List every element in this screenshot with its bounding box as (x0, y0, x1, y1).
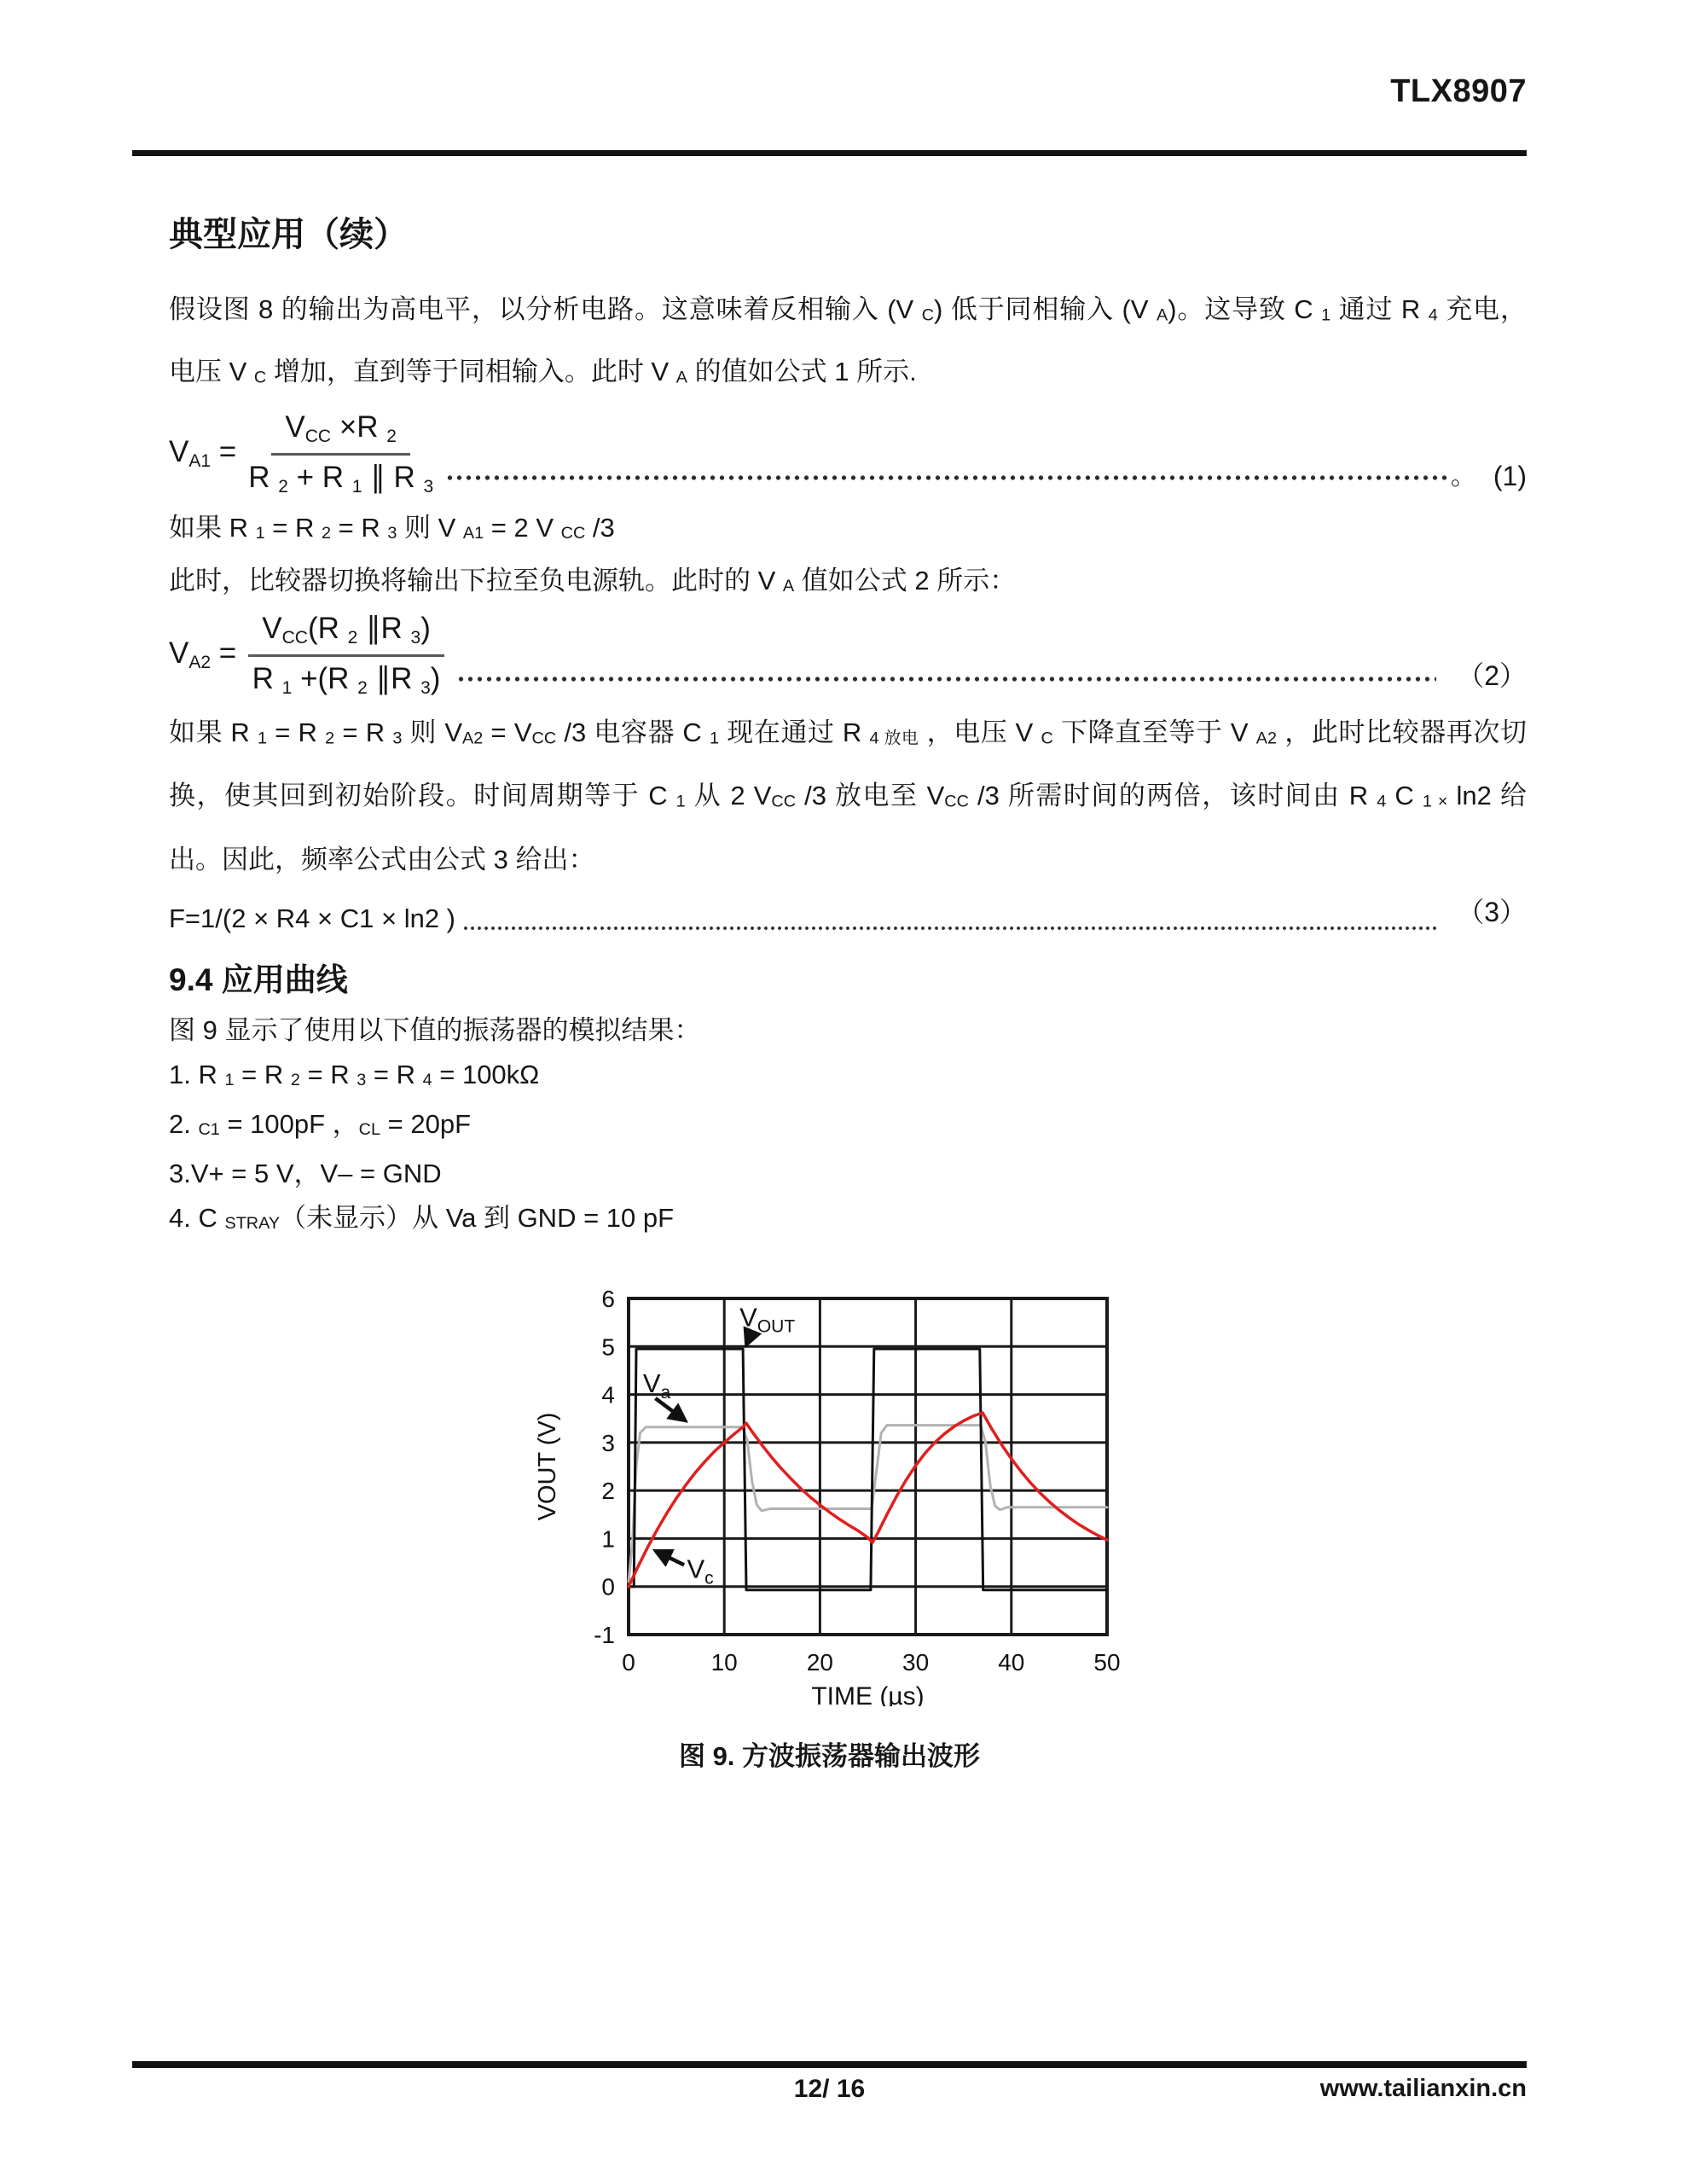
svg-text:2: 2 (600, 1478, 615, 1505)
text-line: 如果 R 1 = R 2 = R 3 则 V A1 = 2 V CC /3 (169, 512, 615, 543)
header-rule (132, 150, 1527, 156)
dot-leader (445, 473, 1447, 482)
page-number: 12/ 16 (793, 2075, 866, 2103)
equation-1 (169, 409, 1527, 497)
chart-svg (526, 1285, 1121, 1706)
list-item: 4. C STRAY（未显示）从 Va 到 GND = 10 pF (169, 1203, 675, 1234)
equation-2-expression (169, 610, 444, 699)
list-intro: 图 9 显示了使用以下值的振荡器的模拟结果： (169, 1015, 701, 1046)
list-item: 3.V+ = 5 V，V– = GND (169, 1159, 442, 1189)
subsection-title: 9.4 应用曲线 (169, 962, 348, 998)
fraction-denominator: R 1 +(R 2 ∥R 3) (252, 661, 441, 698)
footer-row (132, 2075, 1527, 2111)
svg-text:6: 6 (600, 1286, 615, 1313)
text-line: 此时，比较器切换将输出下拉至负电源轨。此时的 V A 值如公式 2 所示： (169, 565, 1017, 596)
svg-text:0: 0 (621, 1649, 635, 1676)
svg-text:30: 30 (901, 1649, 929, 1676)
svg-text:40: 40 (997, 1649, 1024, 1676)
svg-text:4: 4 (600, 1381, 615, 1409)
dot-leader (462, 925, 1436, 932)
svg-text:20: 20 (806, 1649, 833, 1676)
figure-caption: 图 9. 方波振荡器输出波形 (678, 1741, 981, 1772)
svg-text:5: 5 (600, 1333, 615, 1361)
paragraph-line: 电压 V C 增加，直到等于同相输入。此时 V A 的值如公式 1 所示. (169, 356, 917, 387)
paragraph-line: 换，使其回到初始阶段。时间周期等于 C 1 从 2 VCC /3 放电至 VCC /3 所需时间的两倍，该时间由 R 4 C 1 × ln2 给 (169, 781, 1527, 812)
fraction-numerator: VCC ×R 2 (271, 409, 410, 456)
svg-text:50: 50 (1093, 1649, 1121, 1676)
equation-number: （2） (1457, 659, 1527, 691)
equation-number: （3） (1457, 897, 1527, 928)
svg-text:10: 10 (710, 1649, 738, 1676)
dot-leader (456, 675, 1436, 683)
website-text: www.tailianxin.cn (1319, 2075, 1527, 2102)
paragraph-line: 假设图 8 的输出为高电平，以分析电路。这意味着反相输入 (V C) 低于同相输入 (V A)。这导致 C 1 通过 R 4 充电， (169, 294, 1527, 325)
equation-lhs: VA2 = (169, 636, 237, 672)
list-item: 1. R 1 = R 2 = R 3 = R 4 = 100kΩ (169, 1060, 540, 1090)
svg-text:1: 1 (600, 1525, 615, 1553)
svg-text:3: 3 (600, 1430, 615, 1457)
fraction (248, 610, 444, 699)
section-title: 典型应用（续） (169, 216, 408, 253)
equation-3-formula: F=1/(2 × R4 × C1 × ln2 ) (169, 903, 456, 934)
annotation-VOUT (739, 1303, 795, 1345)
waveform-chart (526, 1285, 1123, 1711)
equation-1-expression (169, 409, 433, 497)
equation-2 (169, 610, 1527, 699)
page-footer (132, 2061, 1527, 2111)
svg-text:0: 0 (600, 1574, 615, 1601)
annotation-Vc (655, 1551, 713, 1589)
fraction-denominator: R 2 + R 1 ∥ R 3 (248, 461, 434, 497)
equation-tail: 。 (1450, 462, 1476, 491)
fraction-numerator: VCC(R 2 ∥R 3) (248, 610, 444, 657)
fraction (248, 409, 433, 497)
equation-number: (1) (1493, 460, 1527, 491)
doc-title: TLX8907 (1390, 73, 1527, 109)
svg-text:Vc: $V_c$ (686, 1554, 714, 1589)
paragraph-line: 如果 R 1 = R 2 = R 3 则 VA2 = VCC /3 电容器 C 1 现在通过 R 4 放电 ，电压 V C 下降直至等于 V A2 ，此时比较器再次切 (169, 717, 1527, 748)
list-item: 2. C1 = 100pF ，CL = 20pF (169, 1109, 472, 1140)
paragraph-line: 出。因此，频率公式由公式 3 给出： (169, 845, 595, 875)
equation-3 (169, 889, 1527, 942)
footer-rule (132, 2061, 1527, 2068)
svg-text:Va: $V_a$ (642, 1368, 670, 1403)
y-axis-label: VOUT (V) (533, 1413, 561, 1521)
tick-labels (594, 1286, 1120, 1676)
x-axis-label: TIME (µs) (810, 1682, 925, 1707)
equation-lhs: VA1 = (169, 434, 237, 471)
svg-text:VOUT: $V_{OUT}$ (739, 1303, 795, 1338)
svg-text:-1: -1 (593, 1622, 615, 1649)
page-header (132, 0, 1527, 110)
